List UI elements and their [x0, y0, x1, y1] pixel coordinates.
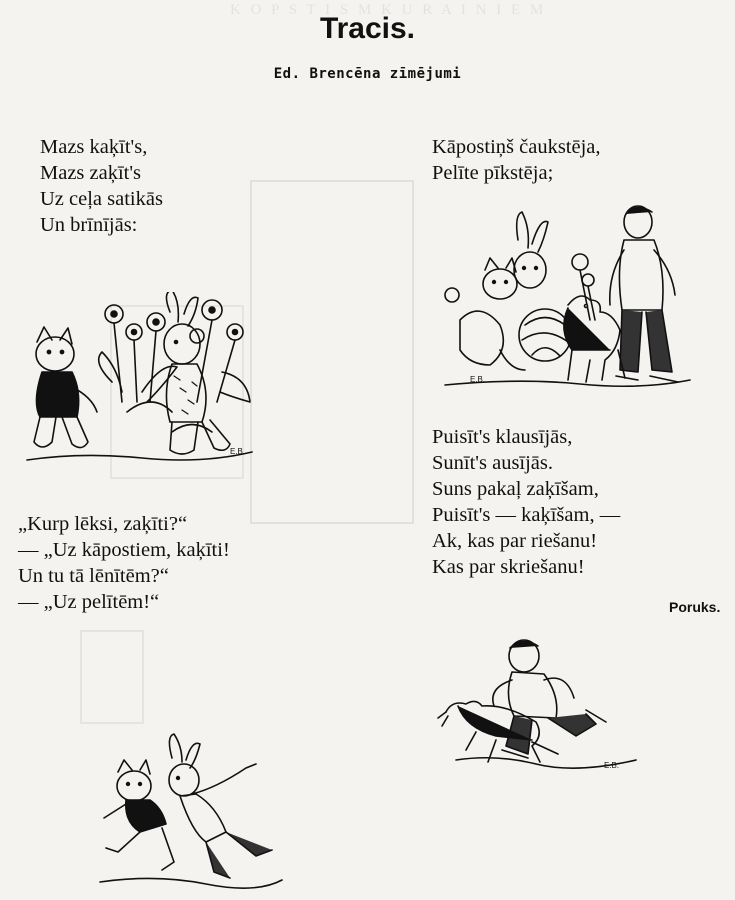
cat-rabbit-flowers-illustration: [22, 292, 257, 472]
illustrator-initials: E.B.: [470, 375, 486, 384]
illustrator-initials: E.B.: [230, 447, 246, 456]
poem-line: „Kurp lēksi, zaķīti?“: [18, 513, 188, 535]
author-signature: Poruks.: [669, 599, 721, 615]
boy-dog-running-illustration: [436, 636, 646, 771]
cat-figure: [104, 760, 174, 870]
stanza-2: [18, 511, 230, 615]
stanza-3: [432, 134, 601, 186]
bleed-through-heading: K O P S T I S M K U R A I N I E M: [230, 2, 547, 18]
boy-figure: [493, 640, 606, 758]
poem-line: Suns pakaļ zaķīšam,: [432, 478, 599, 500]
illustration-credit: Ed. Brencēna zīmējumi: [273, 66, 462, 82]
poem-line: Puisīt's klausījās,: [432, 426, 573, 448]
cabbage-boy-dog-illustration: [440, 200, 695, 395]
poem-line: Ak, kas par riešanu!: [432, 530, 598, 552]
poem-line: — „Uz kāpostiem, kaķīti!: [18, 539, 230, 561]
stanza-1: [40, 134, 163, 238]
poem-line: Kas par skriešanu!: [432, 556, 585, 578]
poem-line: Mazs kaķīt's,: [40, 136, 148, 158]
poem-line: Un tu tā lēnītēm?“: [18, 565, 169, 587]
stanza-4: [432, 424, 620, 580]
poem-line: Pelīte pīkstēja;: [432, 162, 554, 184]
cat-figure: [483, 258, 517, 299]
poem-line: Un brīnījās:: [40, 214, 138, 236]
cabbage-icon: [445, 254, 595, 370]
cat-rabbit-running-illustration: [96, 732, 286, 892]
illustrator-initials: E.B.: [604, 761, 620, 770]
flower-icon: [99, 300, 250, 432]
poem-line: — „Uz pelītēm!“: [18, 591, 160, 613]
rabbit-figure: [169, 734, 272, 878]
poem-line: Mazs zaķīt's: [40, 162, 142, 184]
poem-line: Uz ceļa satikās: [40, 188, 163, 210]
poem-line: Kāpostiņš čaukstēja,: [432, 136, 601, 158]
cat-figure: [34, 327, 97, 448]
poem-line: Sunīt's ausījās.: [432, 452, 554, 474]
poem-line: Puisīt's — kaķīšam, —: [432, 504, 621, 526]
page-title: Tracis.: [319, 12, 416, 45]
dog-figure: [564, 296, 625, 382]
dog-figure: [438, 701, 558, 762]
rabbit-figure: [514, 212, 548, 288]
